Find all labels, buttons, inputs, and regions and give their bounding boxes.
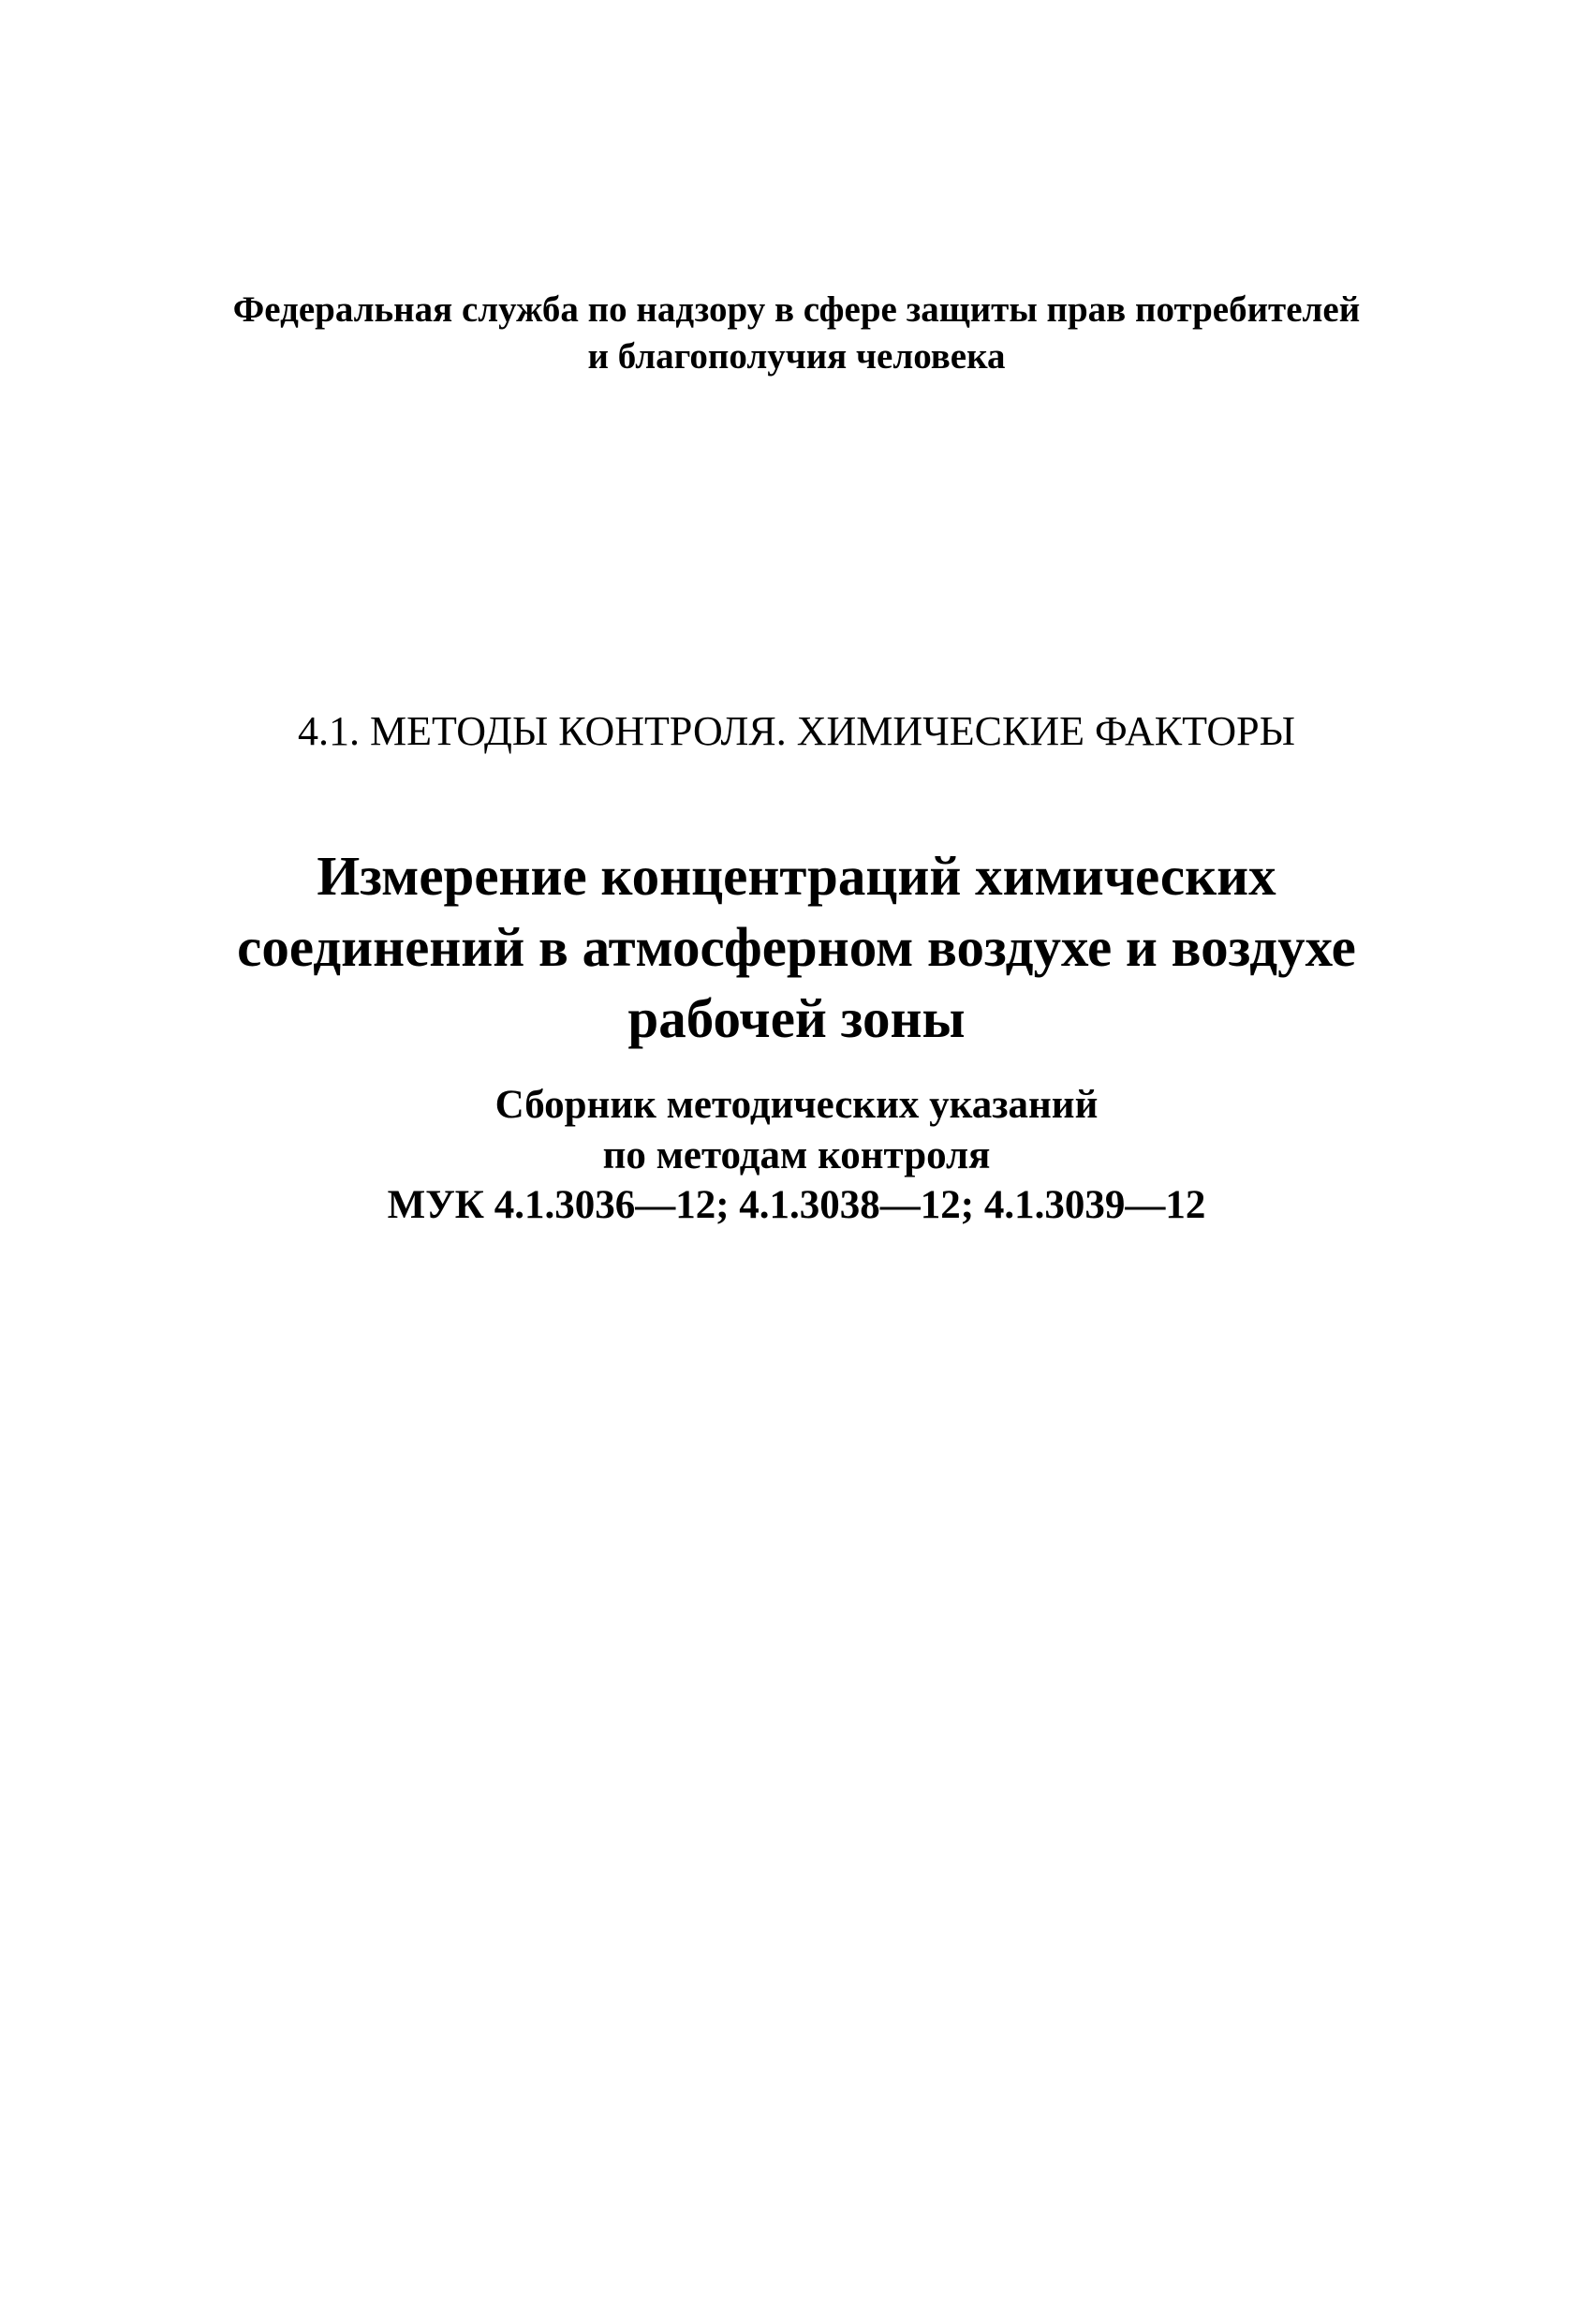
- document-codes-line: МУК 4.1.3036—12; 4.1.3038—12; 4.1.3039—12: [387, 1183, 1206, 1227]
- document-title-line-2: соединений в атмосферном воздухе и воздухе: [237, 916, 1356, 978]
- agency-name-line-2: и благополучия человека: [587, 336, 1006, 377]
- document-title-line-3: рабочей зоны: [627, 987, 966, 1049]
- document-title-line-1: Измерение концентраций химических: [317, 845, 1276, 907]
- section-heading: 4.1. МЕТОДЫ КОНТРОЛЯ. ХИМИЧЕСКИЕ ФАКТОРЫ: [297, 708, 1296, 754]
- collection-subtitle-line-1: Сборник методических указаний: [494, 1083, 1099, 1127]
- collection-subtitle-line-2: по методам контроля: [602, 1133, 991, 1177]
- agency-name-line-1: Федеральная служба по надзору в сфере защиты прав потребителей: [232, 289, 1361, 330]
